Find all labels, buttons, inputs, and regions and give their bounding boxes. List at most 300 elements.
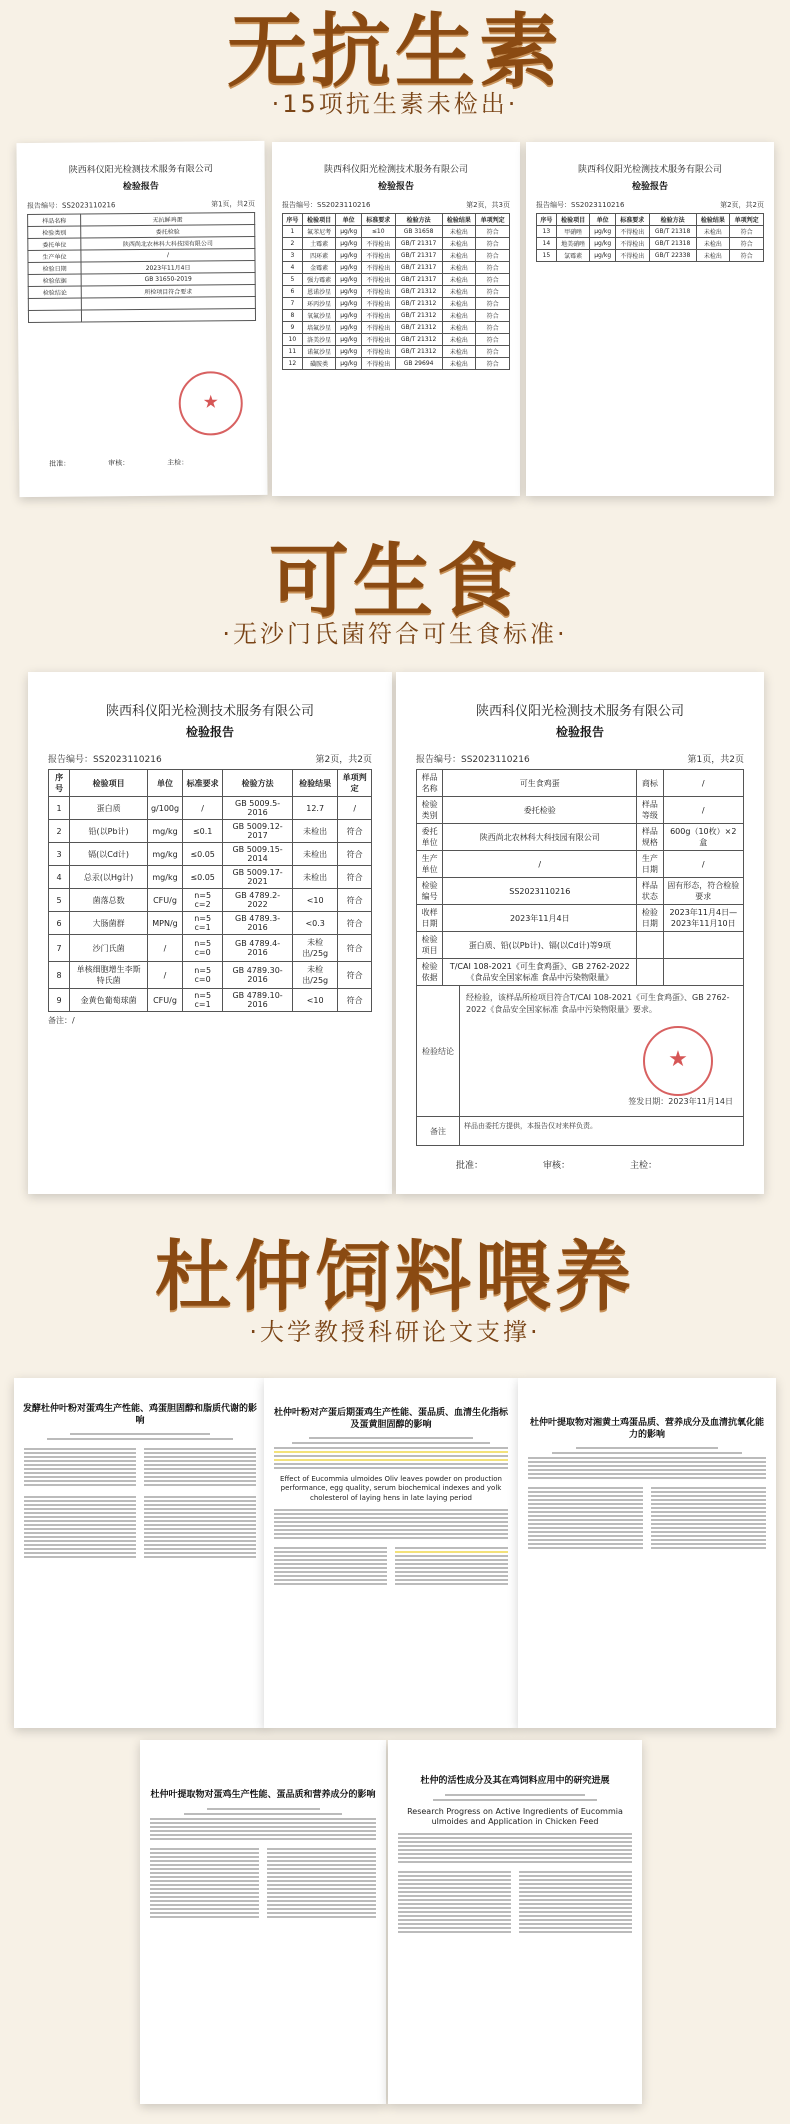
- table-cell: GB/T 21312: [395, 322, 442, 334]
- table-cell: 14: [537, 238, 557, 250]
- table-cell: μg/kg: [590, 226, 615, 238]
- paper-title: 杜仲叶提取物对蛋鸡生产性能、蛋品质和营养成分的影响: [150, 1790, 376, 1800]
- table-cell: GB 5009.12-2017: [223, 820, 293, 843]
- report-sheet-1: [16, 141, 267, 497]
- table-cell: 符合: [476, 286, 510, 298]
- table-row: [537, 250, 764, 262]
- approver-label: 批准：: [456, 1161, 484, 1171]
- table-cell: ≤0.05: [183, 866, 223, 889]
- table-cell: 2023年11月4日: [443, 905, 637, 932]
- table-cell: μg/kg: [336, 298, 361, 310]
- table-cell: [637, 959, 663, 986]
- table-header-cell: 单项判定: [338, 770, 372, 797]
- table-cell: μg/kg: [336, 226, 361, 238]
- paper-title: 杜仲叶提取物对湘黄土鸡蛋品质、营养成分及血清抗氧化能力的影响: [529, 1418, 764, 1440]
- section-subtitle-no-antibiotics: ·15项抗生素未检出·: [271, 90, 519, 118]
- table-cell: [663, 959, 743, 986]
- table-cell: 陕西尚北农林科大科技园有限公司: [81, 237, 255, 251]
- table-cell: CFU/g: [147, 989, 182, 1012]
- table-cell: 符合: [338, 962, 372, 989]
- table-cell: 培氟沙星: [302, 322, 336, 334]
- table-row: [283, 262, 510, 274]
- table-cell: GB 4789.10-2016: [223, 989, 293, 1012]
- table-cell: 委托单位: [417, 824, 443, 851]
- table-cell: /: [147, 962, 182, 989]
- table-cell: 未检出: [696, 250, 730, 262]
- table-cell: 符合: [338, 889, 372, 912]
- table-cell: 8: [283, 310, 303, 322]
- table-cell: 未检出: [442, 250, 476, 262]
- table-row: [417, 851, 744, 878]
- conclusion-label: 检验结论: [417, 986, 460, 1116]
- table-cell: 金霉素: [302, 262, 336, 274]
- table-header-cell: 检验项目: [556, 214, 590, 226]
- table-cell: 2: [283, 238, 303, 250]
- table-row: [537, 226, 764, 238]
- table-cell: 2023年11月4日—2023年11月10日: [663, 905, 743, 932]
- table-row: [283, 286, 510, 298]
- table-cell: 1: [49, 797, 70, 820]
- table-cell: 沙门氏菌: [70, 935, 148, 962]
- table-cell: 样品规格: [637, 824, 663, 851]
- table-cell: 未检出: [442, 346, 476, 358]
- table-cell: 1: [283, 226, 303, 238]
- table-cell: 检验依据: [417, 959, 443, 986]
- table-row: [49, 820, 372, 843]
- table-cell: 不得检出: [615, 250, 649, 262]
- table-cell: 符合: [476, 226, 510, 238]
- table-cell: GB/T 21312: [395, 334, 442, 346]
- table-cell: 总汞(以Hg计): [70, 866, 148, 889]
- table-cell: 检验日期: [28, 262, 81, 274]
- table-cell: 未检出/25g: [292, 935, 337, 962]
- table-cell: μg/kg: [336, 262, 361, 274]
- section-title-raw-edible: 可生食: [269, 534, 521, 628]
- table-cell: 未检出: [442, 262, 476, 274]
- table-cell: 检验类别: [417, 797, 443, 824]
- research-paper-5: [388, 1740, 642, 2104]
- table-cell: 蛋白质: [70, 797, 148, 820]
- table-header-cell: 单位: [147, 770, 182, 797]
- table-cell: /: [147, 935, 182, 962]
- table-cell: n=5 c=0: [183, 962, 223, 989]
- report-page: 第1页，共2页: [211, 200, 256, 209]
- table-cell: 陕西尚北农林科大科技园有限公司: [443, 824, 637, 851]
- table-cell: 诺氟沙星: [302, 346, 336, 358]
- report-sheet-summary: [396, 672, 764, 1194]
- reviewer-label: 审核：: [543, 1161, 571, 1171]
- table-cell: /: [338, 797, 372, 820]
- section-title-eucommia-feed: 杜仲饲料喂养: [155, 1232, 635, 1321]
- table-cell: GB/T 21312: [395, 310, 442, 322]
- table-cell: 氧氟沙星: [302, 310, 336, 322]
- table-header-cell: 序号: [49, 770, 70, 797]
- table-cell: /: [663, 770, 743, 797]
- table-cell: 符合: [476, 310, 510, 322]
- table-cell: 固有形态，符合检验要求: [663, 878, 743, 905]
- table-cell: 12: [283, 358, 303, 370]
- table-cell: 未检出: [292, 820, 337, 843]
- table-cell: mg/kg: [147, 820, 182, 843]
- table-cell: 15: [537, 250, 557, 262]
- report-number: 报告编号：SS2023110216: [416, 755, 530, 765]
- table-cell: 符合: [476, 298, 510, 310]
- table-cell: 未检出: [696, 238, 730, 250]
- table-cell: 土霉素: [302, 238, 336, 250]
- report-table: [282, 213, 510, 370]
- table-cell: μg/kg: [336, 358, 361, 370]
- paper-title: 杜仲叶粉对产蛋后期蛋鸡生产性能、蛋品质、血清生化指标及蛋黄胆固醇的影响: [273, 1408, 508, 1430]
- table-row: [49, 866, 372, 889]
- table-cell: 检验项目: [417, 932, 443, 959]
- table-row: [417, 824, 744, 851]
- table-cell: 符合: [476, 358, 510, 370]
- table-cell: 9: [283, 322, 303, 334]
- table-header-cell: 检验结果: [442, 214, 476, 226]
- table-cell: GB 4789.2-2022: [223, 889, 293, 912]
- table-header-cell: 检验结果: [696, 214, 730, 226]
- report-company: 陕西科仪阳光检测技术服务有限公司: [105, 704, 314, 719]
- table-row: [49, 843, 372, 866]
- report-sheet-lab-results: [28, 672, 392, 1194]
- table-cell: GB/T 21318: [649, 226, 696, 238]
- table-cell: 检验结论: [28, 286, 81, 298]
- table-cell: 样品等级: [637, 797, 663, 824]
- table-cell: 符合: [730, 238, 764, 250]
- table-cell: 不得检出: [361, 298, 395, 310]
- table-row: [49, 935, 372, 962]
- table-cell: GB 5009.5-2016: [223, 797, 293, 820]
- table-cell: n=5 c=1: [183, 912, 223, 935]
- paper-english-title: Research Progress on Active Ingredients of Eucommia ulmoides and Application in Chicken Feed: [407, 1806, 623, 1827]
- table-header-cell: 检验项目: [70, 770, 148, 797]
- table-header-cell: 检验方法: [223, 770, 293, 797]
- table-cell: 无抗鲜鸡蛋: [81, 213, 255, 227]
- table-cell: μg/kg: [336, 274, 361, 286]
- table-cell: 符合: [338, 989, 372, 1012]
- results-table: [48, 769, 372, 1012]
- table-cell: <10: [292, 989, 337, 1012]
- table-cell: 符合: [730, 250, 764, 262]
- table-row: [49, 989, 372, 1012]
- table-row: [417, 797, 744, 824]
- table-cell: 符合: [476, 238, 510, 250]
- table-cell: 不得检出: [615, 226, 649, 238]
- table-cell: /: [183, 797, 223, 820]
- table-row: [417, 770, 744, 797]
- table-cell: SS2023110216: [443, 878, 637, 905]
- table-cell: 9: [49, 989, 70, 1012]
- table-cell: 镉(以Cd计): [70, 843, 148, 866]
- table-row: [283, 298, 510, 310]
- table-cell: /: [81, 249, 255, 263]
- table-cell: 不得检出: [361, 322, 395, 334]
- table-row: [537, 238, 764, 250]
- table-cell: 未检出: [442, 238, 476, 250]
- table-row: [283, 346, 510, 358]
- table-cell: μg/kg: [336, 310, 361, 322]
- table-cell: 符合: [338, 912, 372, 935]
- conclusion-text: 经检验，该样品所检项目符合T/CAI 108-2021《可生食鸡蛋》、GB 2762-2022《食品安全国家标准 食品中污染物限量》要求。: [466, 993, 730, 1014]
- table-cell: μg/kg: [336, 238, 361, 250]
- report-title: 检验报告: [555, 725, 604, 739]
- table-cell: ≤10: [361, 226, 395, 238]
- table-cell: GB 5009.15-2014: [223, 843, 293, 866]
- table-cell: mg/kg: [147, 843, 182, 866]
- table-cell: /: [443, 851, 637, 878]
- table-cell: 不得检出: [615, 238, 649, 250]
- table-cell: 3: [283, 250, 303, 262]
- table-cell: n=5 c=0: [183, 935, 223, 962]
- table-cell: 4: [49, 866, 70, 889]
- table-cell: 8: [49, 962, 70, 989]
- table-cell: GB 4789.30-2016: [223, 962, 293, 989]
- table-cell: 检验类别: [28, 226, 81, 238]
- table-cell: 2: [49, 820, 70, 843]
- table-cell: 样品名称: [417, 770, 443, 797]
- table-cell: 5: [49, 889, 70, 912]
- research-paper-2: [264, 1378, 518, 1728]
- report-company: 陕西科仪阳光检测技术服务有限公司: [323, 165, 468, 175]
- table-cell: 符合: [476, 334, 510, 346]
- research-paper-4: [140, 1740, 386, 2104]
- table-cell: μg/kg: [590, 238, 615, 250]
- table-cell: n=5 c=2: [183, 889, 223, 912]
- table-cell: 生产单位: [417, 851, 443, 878]
- table-header-cell: 单项判定: [730, 214, 764, 226]
- table-cell: GB 29694: [395, 358, 442, 370]
- table-cell: GB 31658: [395, 226, 442, 238]
- paper-title: 发酵杜仲叶粉对蛋鸡生产性能、鸡蛋胆固醇和脂质代谢的影响: [22, 1404, 257, 1426]
- table-cell: μg/kg: [336, 346, 361, 358]
- table-row: [417, 905, 744, 932]
- reviewer-label: 审核：: [108, 459, 130, 468]
- table-cell: 4: [283, 262, 303, 274]
- report-table: [27, 212, 256, 323]
- table-cell: GB 31650-2019: [81, 273, 255, 287]
- table-cell: 符合: [338, 843, 372, 866]
- table-cell: 样品名称: [28, 214, 81, 226]
- table-cell: 符合: [476, 274, 510, 286]
- table-header-cell: 检验方法: [395, 214, 442, 226]
- table-row: [417, 932, 744, 959]
- table-row: [283, 226, 510, 238]
- table-cell: 符合: [338, 866, 372, 889]
- table-row: [283, 274, 510, 286]
- table-cell: 检验日期: [637, 905, 663, 932]
- table-row: [49, 962, 372, 989]
- table-cell: 不得检出: [361, 358, 395, 370]
- table-row: [49, 797, 372, 820]
- table-cell: CFU/g: [147, 889, 182, 912]
- table-cell: 不得检出: [361, 238, 395, 250]
- table-cell: GB 4789.3-2016: [223, 912, 293, 935]
- table-cell: 生产单位: [28, 250, 81, 262]
- approver-label: 批准：: [49, 459, 71, 468]
- report-table: [536, 213, 764, 262]
- table-cell: ≤0.1: [183, 820, 223, 843]
- report-company: 陕西科仪阳光检测技术服务有限公司: [475, 704, 684, 719]
- table-cell: 不得检出: [361, 274, 395, 286]
- table-cell: 符合: [338, 820, 372, 843]
- table-cell: 符合: [476, 346, 510, 358]
- table-cell: GB/T 21312: [395, 298, 442, 310]
- table-cell: 600g（10枚）×2盒: [663, 824, 743, 851]
- table-cell: 12.7: [292, 797, 337, 820]
- table-header-cell: 单项判定: [476, 214, 510, 226]
- table-cell: [637, 932, 663, 959]
- table-cell: GB/T 21317: [395, 238, 442, 250]
- table-cell: 委托单位: [28, 238, 81, 250]
- report-title: 检验报告: [122, 181, 159, 193]
- table-cell: /: [663, 851, 743, 878]
- table-row: [283, 238, 510, 250]
- report-company: 陕西科仪阳光检测技术服务有限公司: [68, 164, 213, 176]
- table-cell: 委托检验: [443, 797, 637, 824]
- table-header-cell: 单位: [590, 214, 615, 226]
- table-header-cell: 序号: [537, 214, 557, 226]
- table-cell: 不得检出: [361, 346, 395, 358]
- summary-table: [416, 769, 744, 986]
- table-cell: 收样日期: [417, 905, 443, 932]
- table-cell: GB/T 21318: [649, 238, 696, 250]
- table-cell: 强力霉素: [302, 274, 336, 286]
- table-cell: 3: [49, 843, 70, 866]
- table-cell: 未检出: [442, 358, 476, 370]
- table-cell: 金黄色葡萄球菌: [70, 989, 148, 1012]
- report-title: 检验报告: [631, 182, 668, 192]
- table-cell: 未检出: [442, 226, 476, 238]
- table-cell: 不得检出: [361, 310, 395, 322]
- remark-text: 样品由委托方提供，本报告仅对来样负责。: [464, 1122, 597, 1130]
- table-cell: <0.3: [292, 912, 337, 935]
- table-cell: 符合: [476, 262, 510, 274]
- table-cell: 商标: [637, 770, 663, 797]
- table-cell: 铅(以Pb计): [70, 820, 148, 843]
- report-company: 陕西科仪阳光检测技术服务有限公司: [577, 165, 722, 175]
- table-row: [417, 959, 744, 986]
- table-row: [417, 878, 744, 905]
- report-page: 第2页，共3页: [466, 201, 510, 209]
- report-number: 报告编号：SS2023110216: [26, 201, 116, 210]
- table-cell: 未检出: [292, 843, 337, 866]
- table-cell: GB/T 21317: [395, 262, 442, 274]
- table-header-cell: 检验方法: [649, 214, 696, 226]
- table-cell: 未检出/25g: [292, 962, 337, 989]
- paper-english-title: Effect of Eucommia ulmoides Oliv leaves powder on production performance, egg quality, serum biochemical indexes and yolk cholesterol of laying hens in late laying period: [280, 1475, 502, 1502]
- table-row: [49, 912, 372, 935]
- table-cell: 磺胺类: [302, 358, 336, 370]
- table-cell: 大肠菌群: [70, 912, 148, 935]
- table-cell: 四环素: [302, 250, 336, 262]
- inspector-label: 主检：: [167, 458, 189, 467]
- report-number: 报告编号：SS2023110216: [282, 201, 371, 209]
- table-cell: 未检出: [442, 310, 476, 322]
- table-cell: 未检出: [442, 298, 476, 310]
- table-cell: 不得检出: [361, 250, 395, 262]
- inspector-label: 主检：: [630, 1161, 658, 1171]
- table-cell: 可生食鸡蛋: [443, 770, 637, 797]
- table-cell: 6: [283, 286, 303, 298]
- report-title: 检验报告: [185, 725, 234, 739]
- table-cell: GB 4789.4-2016: [223, 935, 293, 962]
- table-cell: 符合: [476, 322, 510, 334]
- table-cell: μg/kg: [590, 250, 615, 262]
- remark-label: 备注: [417, 1117, 460, 1145]
- report-page: 第2页，共2页: [315, 755, 372, 765]
- table-cell: [663, 932, 743, 959]
- report-sheet-2: [272, 142, 520, 496]
- table-cell: 样品状态: [637, 878, 663, 905]
- table-cell: GB 5009.17-2021: [223, 866, 293, 889]
- table-cell: 氟苯尼考: [302, 226, 336, 238]
- table-cell: 恩诺沙星: [302, 286, 336, 298]
- table-cell: 不得检出: [361, 334, 395, 346]
- report-sheet-3: [526, 142, 774, 496]
- research-paper-1: [14, 1378, 266, 1728]
- table-cell: 6: [49, 912, 70, 935]
- table-cell: 委托检验: [81, 225, 255, 239]
- table-cell: 环丙沙星: [302, 298, 336, 310]
- table-cell: 未检出: [442, 286, 476, 298]
- research-paper-3: [518, 1378, 776, 1728]
- table-cell: GB/T 22338: [649, 250, 696, 262]
- table-row: [283, 358, 510, 370]
- report-number: 报告编号：SS2023110216: [536, 201, 625, 209]
- table-cell: 氯霉素: [556, 250, 590, 262]
- table-cell: 符合: [476, 250, 510, 262]
- table-cell: GB/T 21317: [395, 250, 442, 262]
- report-number: 报告编号：SS2023110216: [48, 755, 162, 765]
- table-header-cell: 检验结果: [292, 770, 337, 797]
- table-cell: n=5 c=1: [183, 989, 223, 1012]
- table-cell: T/CAI 108-2021《可生食鸡蛋》、GB 2762-2022《食品安全国家标准 食品中污染物限量》: [443, 959, 637, 986]
- table-cell: 不得检出: [361, 286, 395, 298]
- table-cell: 检验编号: [417, 878, 443, 905]
- table-cell: 菌落总数: [70, 889, 148, 912]
- table-cell: 5: [283, 274, 303, 286]
- table-cell: 未检出: [696, 226, 730, 238]
- table-cell: 未检出: [442, 274, 476, 286]
- table-header-cell: 序号: [283, 214, 303, 226]
- table-cell: ≤0.05: [183, 843, 223, 866]
- table-cell: 检验依据: [28, 274, 81, 286]
- report-page: 第1页，共2页: [687, 755, 744, 765]
- report-note: 备注：/: [48, 1016, 75, 1025]
- table-header-cell: 标准要求: [183, 770, 223, 797]
- table-row: [283, 334, 510, 346]
- table-cell: 符合: [338, 935, 372, 962]
- table-cell: 7: [283, 298, 303, 310]
- paper-title: 杜仲的活性成分及其在鸡饲料应用中的研究进展: [420, 1776, 610, 1786]
- table-cell: μg/kg: [336, 334, 361, 346]
- table-cell: 所检项目符合要求: [81, 285, 255, 299]
- table-cell: 10: [283, 334, 303, 346]
- table-cell: 未检出: [442, 334, 476, 346]
- table-cell: /: [663, 797, 743, 824]
- table-cell: 蛋白质、铅(以Pb计)、镉(以Cd计)等9项: [443, 932, 637, 959]
- table-row: [283, 322, 510, 334]
- table-cell: μg/kg: [336, 250, 361, 262]
- table-cell: 未检出: [442, 322, 476, 334]
- table-header-cell: 单位: [336, 214, 361, 226]
- table-cell: mg/kg: [147, 866, 182, 889]
- table-cell: 13: [537, 226, 557, 238]
- table-cell: μg/kg: [336, 322, 361, 334]
- table-row: [283, 310, 510, 322]
- report-page: 第2页，共2页: [720, 201, 764, 209]
- table-row: [283, 250, 510, 262]
